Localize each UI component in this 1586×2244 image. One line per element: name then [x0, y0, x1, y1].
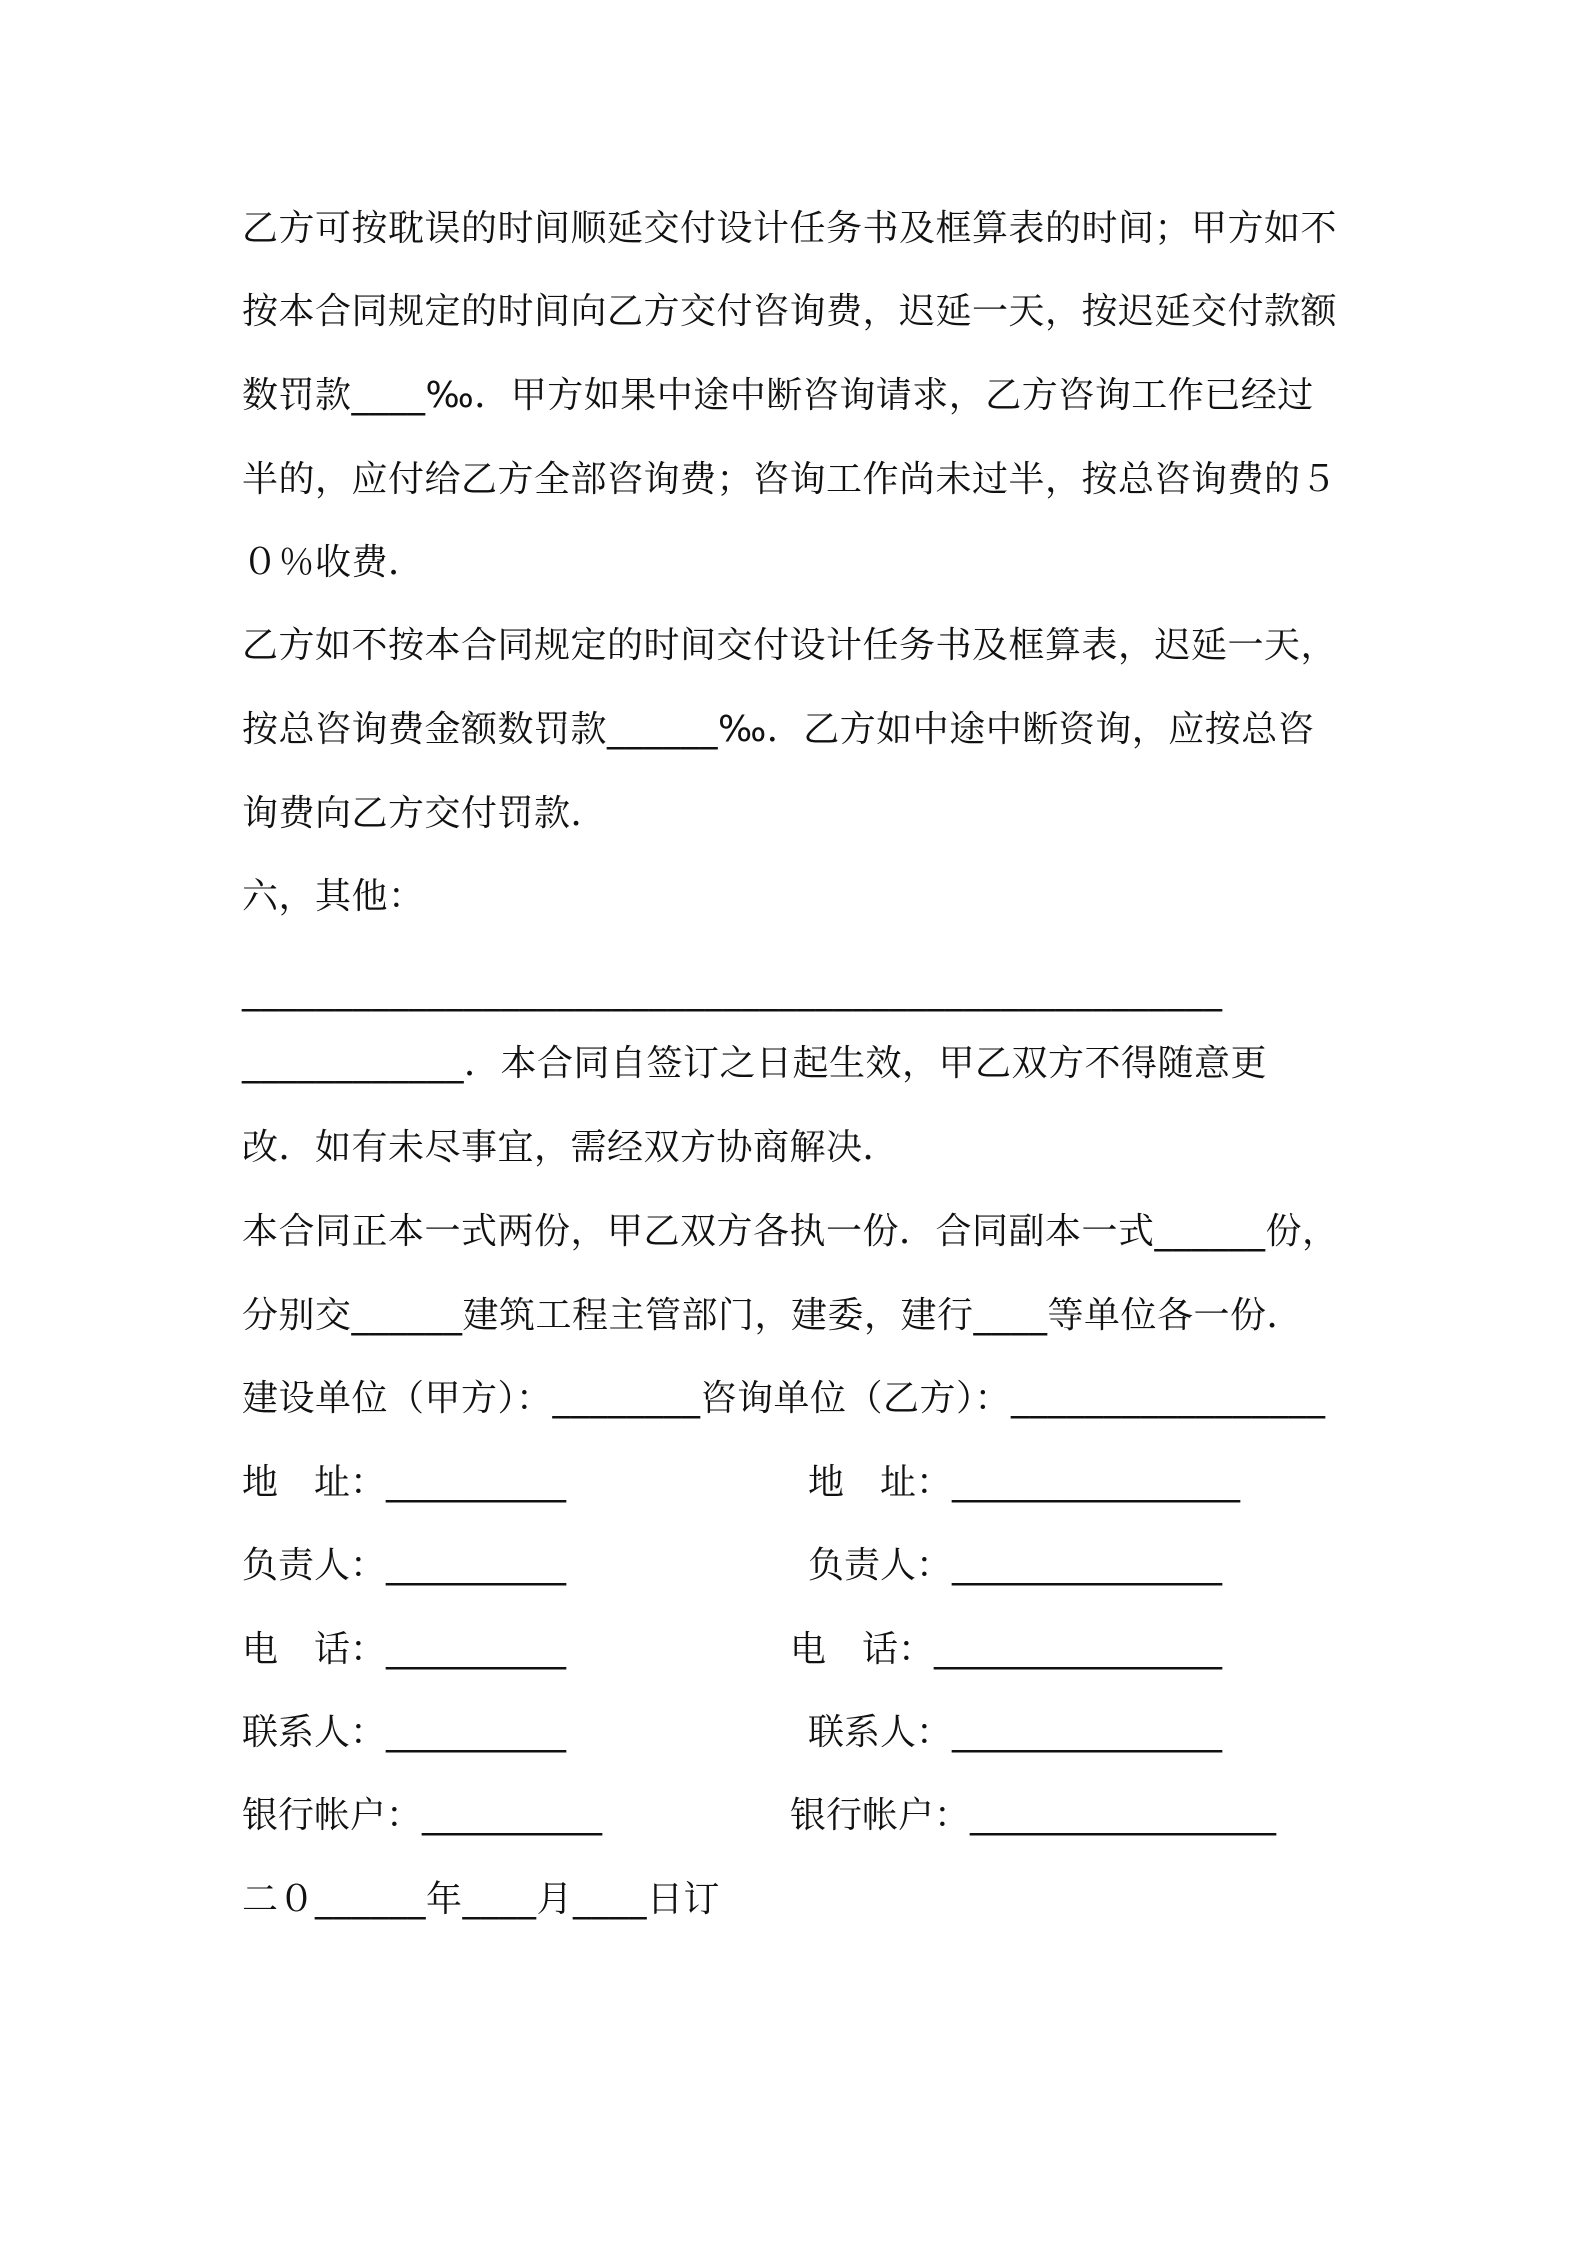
date-line: 二０______年____月____日订: [242, 1879, 721, 1920]
left-contact: 联系人：__________: [242, 1712, 567, 1753]
left-phone: 电 话：__________: [242, 1629, 567, 1670]
paragraph-line: 本合同正本一式两份，甲乙双方各执一份．合同副本一式______份，: [242, 1211, 1339, 1252]
paragraph-line: 分别交______建筑工程主管部门，建委，建行____等单位各一份．: [242, 1295, 1304, 1336]
section-heading: 六，其他：: [242, 876, 425, 917]
paragraph-line: 半的，应付给乙方全部咨询费；咨询工作尚未过半，按总咨询费的５: [242, 459, 1338, 500]
right-phone: 电 话：________________: [790, 1629, 1223, 1670]
blank-line: _____________________________________________________: [242, 971, 1223, 1012]
right-address: 地 址：________________: [808, 1462, 1241, 1503]
paragraph-line: 改．如有未尽事宜，需经双方协商解决．: [242, 1127, 900, 1168]
parties-line: 建设单位（甲方）：________咨询单位（乙方）：_________________: [242, 1378, 1326, 1419]
paragraph-line: 询费向乙方交付罚款．: [242, 793, 608, 834]
paragraph-line: 乙方可按耽误的时间顺延交付设计任务书及框算表的时间；甲方如不: [242, 208, 1338, 249]
right-bank-account: 银行帐户：_________________: [790, 1795, 1277, 1836]
right-contact: 联系人：_______________: [808, 1712, 1223, 1753]
paragraph-line: 按本合同规定的时间向乙方交付咨询费，迟延一天，按迟延交付款额: [242, 291, 1338, 332]
left-responsible: 负责人：__________: [242, 1545, 567, 1586]
paragraph-line: ０％收费．: [242, 542, 425, 583]
paragraph-line: ____________．本合同自签订之日起生效，甲乙双方不得随意更: [242, 1043, 1268, 1084]
paragraph-line: 乙方如不按本合同规定的时间交付设计任务书及框算表，迟延一天，: [242, 625, 1338, 666]
left-bank-account: 银行帐户：__________: [242, 1795, 603, 1836]
right-responsible: 负责人：_______________: [808, 1545, 1223, 1586]
paragraph-line: 数罚款____‰．甲方如果中途中断咨询请求，乙方咨询工作已经过: [242, 375, 1314, 416]
paragraph-line: 按总咨询费金额数罚款______‰．乙方如中途中断资询，应按总咨: [242, 709, 1315, 750]
left-address: 地 址：__________: [242, 1462, 567, 1503]
